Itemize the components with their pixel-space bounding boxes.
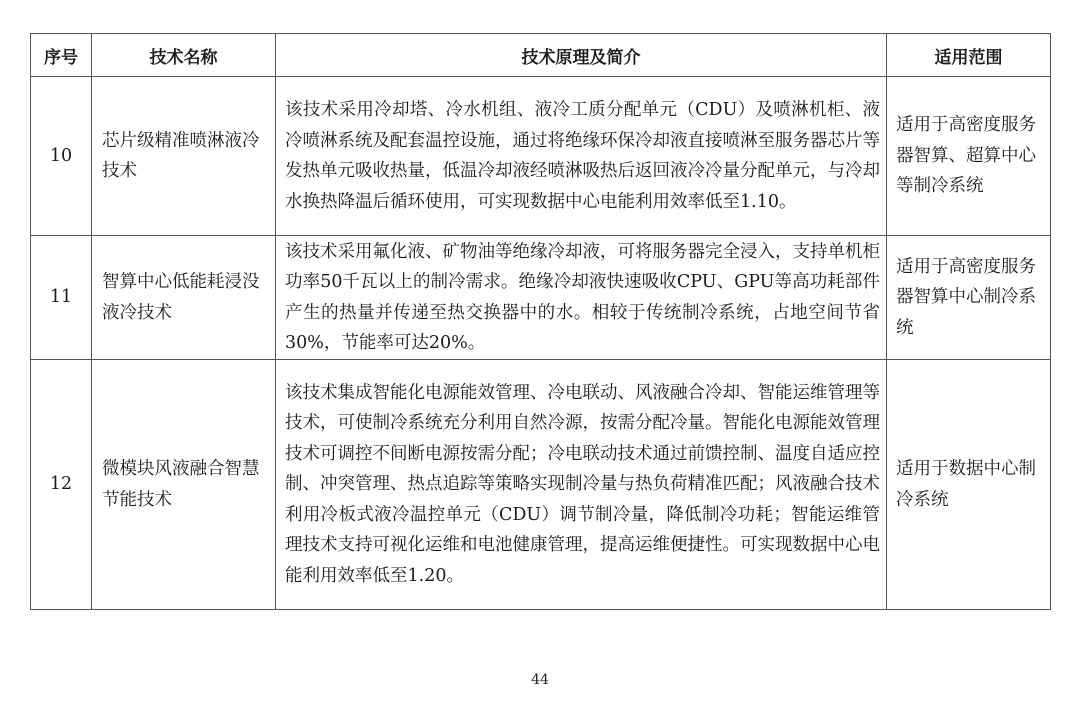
header-application-scope: 适用范围 [887,34,1051,77]
cell-serial-number: 11 [31,236,92,360]
cell-serial-number: 10 [31,77,92,236]
technology-table [30,33,1051,610]
cell-serial-number: 12 [31,360,92,610]
table-row [31,360,1051,610]
header-principle-description: 技术原理及简介 [276,34,887,77]
table-row [31,77,1051,236]
cell-principle-description: 该技术采用氟化液、矿物油等绝缘冷却液，可将服务器完全浸入，支持单机柜功率50千瓦以上的制冷需求。绝缘冷却液快速吸收CPU、GPU等高功耗部件产生的热量并传递至热交换器中的水。相较于传统制冷系统，占地空间节省30%，节能率可达20%。 [276,236,887,360]
cell-principle-description: 该技术集成智能化电源能效管理、冷电联动、风液融合冷却、智能运维管理等技术，可使制冷系统充分利用自然冷源，按需分配冷量。智能化电源能效管理技术可调控不间断电源按需分配；冷电联动技术通过前馈控制、温度自适应控制、冲突管理、热点追踪等策略实现制冷量与热负荷精准匹配；风液融合技术利用冷板式液冷温控单元（CDU）调节制冷量，降低制冷功耗；智能运维管理技术支持可视化运维和电池健康管理，提高运维便捷性。可实现数据中心电能利用效率低至1.20。 [276,360,887,610]
header-technology-name: 技术名称 [92,34,276,77]
cell-application-scope: 适用于高密度服务器智算、超算中心等制冷系统 [887,77,1051,236]
cell-technology-name: 微模块风液融合智慧节能技术 [92,360,276,610]
cell-technology-name: 智算中心低能耗浸没液冷技术 [92,236,276,360]
page-number: 44 [531,672,549,688]
cell-application-scope: 适用于高密度服务器智算中心制冷系统 [887,236,1051,360]
header-serial-number: 序号 [31,34,92,77]
cell-principle-description: 该技术采用冷却塔、冷水机组、液冷工质分配单元（CDU）及喷淋机柜、液冷喷淋系统及配套温控设施，通过将绝缘环保冷却液直接喷淋至服务器芯片等发热单元吸收热量，低温冷却液经喷淋吸热后返回液冷冷量分配单元，与冷却水换热降温后循环使用，可实现数据中心电能利用效率低至1.10。 [276,77,887,236]
table-header-row [31,34,1051,77]
table-row [31,236,1051,360]
cell-technology-name: 芯片级精准喷淋液冷技术 [92,77,276,236]
cell-application-scope: 适用于数据中心制冷系统 [887,360,1051,610]
